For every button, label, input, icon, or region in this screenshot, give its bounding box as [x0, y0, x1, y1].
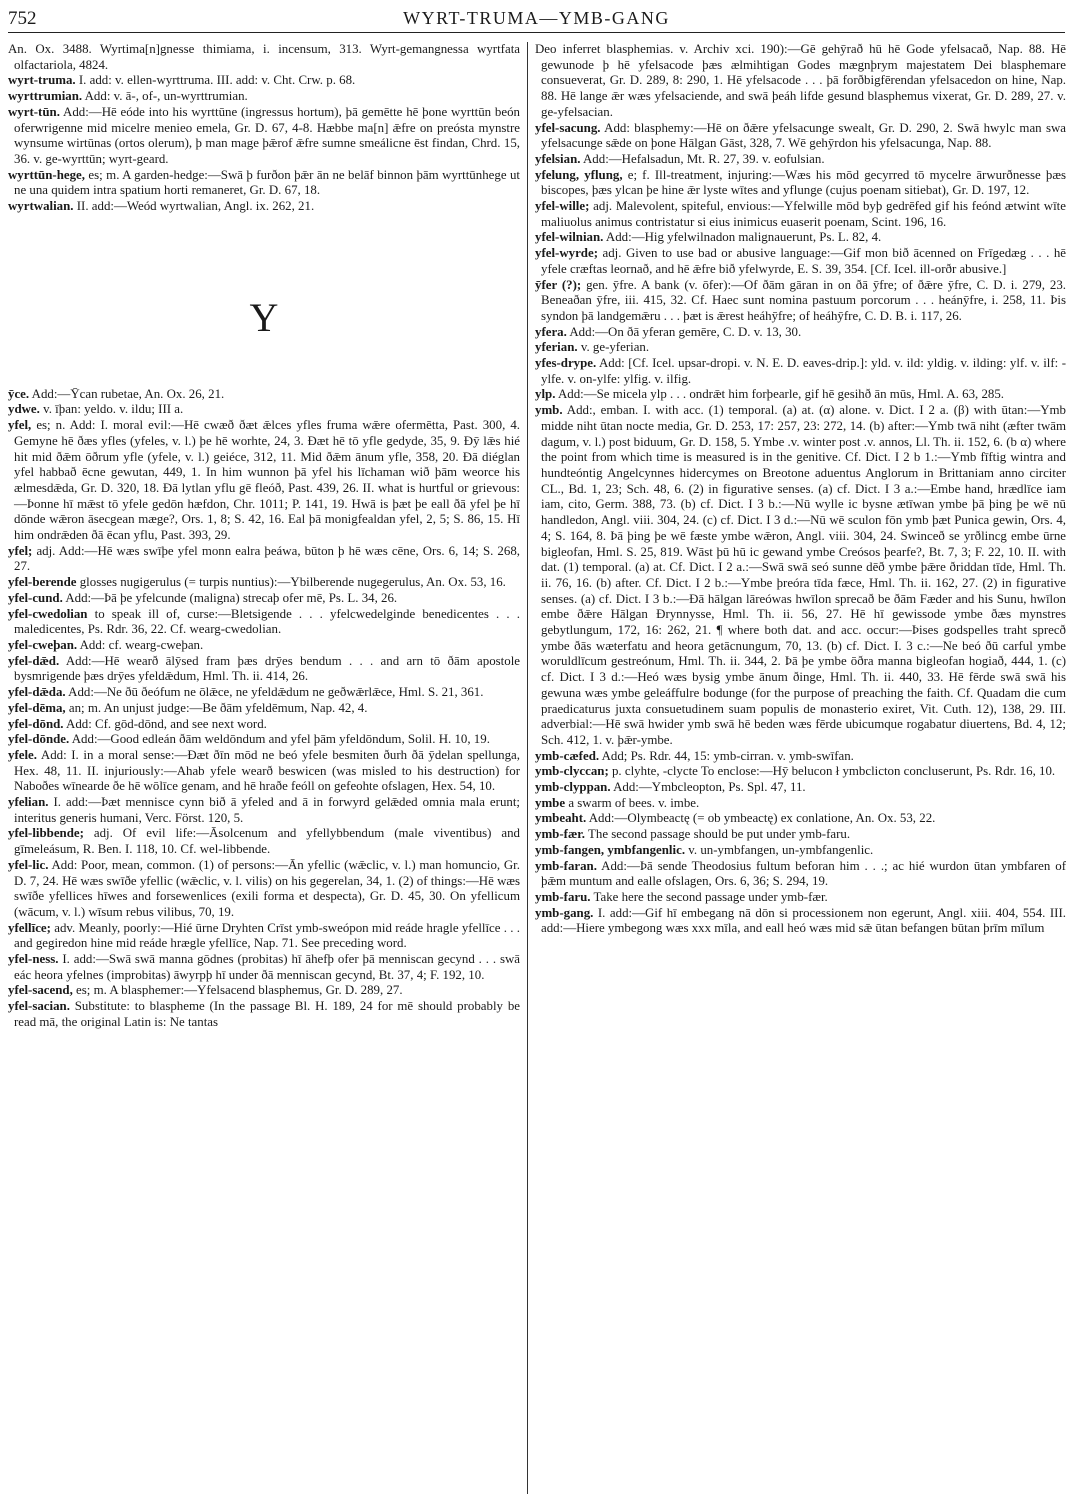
entry-body: Add: I. in a moral sense:—Ðæt ðīn mōd ne beó yfele besmiten ðurh ðā ȳdelan spellunga, Hex. 48, 11. II. injuriously:—Ahab yfele wearð beswicen (was misled to his destruction) for Naboðes wīnearde ðe hē wōlīce genam, and hē hraðe feóll on gefeohte ofslagen, Hex. 54, 10. [14, 747, 520, 794]
entry-body: Add:—Olymbeactę (= ob ymbeactę) ex conlatione, An. Ox. 53, 22. [588, 811, 936, 826]
dictionary-entry [535, 199, 1066, 230]
entry-headword: yfel-sacian. [8, 999, 70, 1014]
dictionary-entry [8, 591, 520, 607]
dictionary-entry [535, 827, 1066, 843]
entry-body: Add:—Good edleán ðām weldōndum and yfel þām yfeldōndum, Solil. H. 10, 19. [71, 732, 490, 747]
dictionary-entry [8, 575, 520, 591]
entry-headword: yfel-dōnd. [8, 716, 64, 731]
entry-body: gen. ȳfre. A bank (v. ōfer):—Of ðām gāran in on ðā ȳfre; of ðǣre ȳfre, C. D. i. 279, 23. Beneaðan ȳfre, iii. 415, 32. Cf. Haec sunt nomina pastuum porcorum . . . heánȳfre, i. 258, 11. Þis syndon þā landgemǣru . . . þæt is ǣrest heáhȳfre; of heáhȳfre, C. D. B. i. 117, 26. [541, 277, 1066, 323]
dictionary-entry [8, 89, 520, 105]
entry-headword: wyrttūn-hege, [8, 167, 85, 182]
dictionary-entry [8, 748, 520, 795]
entry-headword: ylp. [535, 387, 556, 402]
entry-headword: wyrt-truma. [8, 73, 76, 88]
dictionary-entry [8, 42, 520, 73]
right-entries [535, 42, 1066, 937]
entry-headword: yfelian. [8, 795, 49, 810]
left-column [8, 42, 520, 1494]
page-number: 752 [8, 8, 37, 29]
entry-headword: yfel; [8, 543, 33, 558]
entry-body: an; m. An unjust judge:—Be ðām yfeldēmum, Nap. 42, 4. [68, 700, 368, 715]
entry-body: I. add:—Þæt mennisce cynn bið ā yfeled and ā in forwyrd gelǣded omnia mala erunt; interitus generis humani, Verc. Först. 120, 5. [14, 795, 520, 825]
entry-headword: ymbeaht. [535, 811, 587, 826]
entry-body: Add: v. ā-, of-, un-wyrttrumian. [84, 89, 248, 104]
entry-headword: yfelsian. [535, 151, 581, 166]
entry-headword: yfel-berende [8, 575, 77, 590]
entry-body: adj. Of evil life:—Āsolcenum and yfellybbendum (male viventibus) and gīmeleásum, R. Ben. I. 118, 10. Cf. wel-libbende. [14, 826, 520, 857]
dictionary-entry [8, 921, 520, 952]
dictionary-entry [8, 717, 520, 733]
left-top-entries [8, 42, 520, 215]
dictionary-entry [8, 387, 520, 403]
entry-body: v. un-ymbfangen, un-ymbfangenlic. [688, 842, 874, 857]
dictionary-entry [8, 638, 520, 654]
entry-headword: yfel, [8, 418, 32, 433]
entry-headword: ymb-faru. [535, 889, 591, 904]
entry-headword: ȳce. [8, 386, 30, 401]
entry-headword: ymb. [535, 403, 563, 418]
dictionary-entry [535, 42, 1066, 121]
dictionary-entry [535, 811, 1066, 827]
entry-body: Add:—Hig yfelwilnadon malignauerunt, Ps. L. 82, 4. [605, 230, 882, 245]
entry-headword: yfel-dǣda. [8, 685, 66, 700]
entry-body: Add: blasphemy:—Hē on ðǣre yfelsacunge swealt, Gr. D. 290, 2. Swā hwylc man swa yfelsacunge sǣde on þone Hālgan Gāst, 328, 7. Wē gehȳrdon his yfelsacunga, Nap. 88. [541, 120, 1066, 151]
entry-body: I. add:—Gif hī embegang nā dōn si processionem non egerunt, Angl. xiii. 404, 554. III. add:—Hiere ymbegong wæs xxx mīla, and eall heó wæs mid sǣ ūtan befangen būtan þrīm mīlum [541, 905, 1066, 936]
dictionary-entry [8, 732, 520, 748]
entry-body: II. add:—Weód wyrtwalian, Angl. ix. 262, 21. [76, 199, 315, 214]
dictionary-entry [8, 685, 520, 701]
entry-headword: yfel-wyrde; [535, 246, 598, 261]
entry-headword: yfel-ness. [8, 952, 59, 967]
entry-body: I. add:—Swā swā manna gōdnes (probitas) hī āhefþ ofer þā menniscan gecynd . . . swā eác heora yfelnes (improbitas) āwyrpþ hī under ðā menniscan gecynd, Bt. 37, 4; F. 192, 10. [14, 952, 520, 982]
entry-body: e; f. Ill-treatment, injuring:—Wæs his mōd gecyrred tō mycelre ārwurðnesse þæs biscopes, þæs ylcan þe hine ǣr lyste wītes and yflunge (cujus poenam sitiebat), Gr. D. 197, 12. [541, 167, 1066, 198]
dictionary-entry [8, 795, 520, 826]
dictionary-entry [8, 168, 520, 199]
dictionary-entry [8, 826, 520, 857]
entry-body: I. add: v. ellen-wyrttruma. III. add: v. Cht. Crw. p. 68. [78, 73, 356, 88]
entry-headword: ymb-faran. [535, 858, 597, 873]
section-letter: Y [249, 294, 279, 340]
dictionary-entry [535, 325, 1066, 341]
entry-headword: ymb-fær. [535, 827, 586, 842]
dictionary-entry [535, 859, 1066, 890]
entry-body: glosses nugigerulus (= turpis nuntius):—Ybilberende nugegerulus, An. Ox. 53, 16. [79, 575, 506, 590]
entry-headword: ymb-cæfed. [535, 748, 600, 763]
dictionary-entry [8, 418, 520, 544]
entry-headword: ymb-fangen, ymbfangenlic. [535, 842, 686, 857]
entry-headword: yfera. [535, 324, 567, 339]
dictionary-entry [535, 121, 1066, 152]
column-divider [527, 42, 528, 1494]
entry-headword: wyrttrumian. [8, 89, 83, 104]
entry-body: Add: Cf. gōd-dōnd, and see next word. [66, 716, 267, 731]
left-bottom-entries [8, 387, 520, 1031]
right-column [535, 42, 1066, 1494]
entry-body: a swarm of bees. v. imbe. [568, 795, 700, 810]
entry-body: Add:—Hē eóde into his wyrttūne (ingressus hortum), þā gemētte hē þone wyrttūn beón oferwrigenne mid micelre menieo emela, Gr. D. 67, 4-8. Hæbbe ma[n] ǣfre on preósta mynstre wynsume wirtūnas (ortos olerum), þ man mage þǣrof ǣfre sumne smeálicne ēst findan, Chrd. 15, 36. v. ge-wyrttūn; wyrt-geard. [14, 104, 520, 166]
entry-headword: yferian. [535, 340, 578, 355]
entry-body: v. īþan: yeldo. v. ildu; III a. [43, 402, 184, 417]
entry-headword: yfelung, yflung, [535, 167, 623, 182]
dictionary-entry [535, 780, 1066, 796]
entry-body: adj. Malevolent, spiteful, envious:—Yfelwille mōd byþ gedrēfed gif his feónd ætwint wīte maliuolus animus contristatur si eius inimicus euaserit poenam, Scint. 196, 16. [541, 199, 1066, 229]
entry-headword: yfel-sacend, [8, 983, 73, 998]
entry-headword: ymbe [535, 795, 566, 810]
entry-headword: yfel-cund. [8, 590, 63, 605]
entry-body: Add:—Se micela ylp . . . ondrǣt him forþearle, gif hē gesihð ān mūs, Hml. A. 63, 285. [557, 387, 1005, 402]
entry-body: to speak ill of, curse:—Bletsigende . . . yfelcwedelginde benedicentes . . . maledicentes, Ps. Rdr. 36, 22. Cf. wearg-cwedolian. [14, 606, 520, 637]
dictionary-entry [8, 983, 520, 999]
entry-body: Add:—Þā sende Theodosius fultum beforan him . . .; ac hié wurdon ūtan ymbfaren of þǣm muntum and ealle ofslagen, Ors. 6, 36; S. 294, 19. [541, 858, 1066, 889]
entry-headword: yfel-libbende; [8, 826, 84, 841]
entry-headword: yfel-wilnian. [535, 230, 604, 245]
entry-body: Add:—Þā þe yfelcunde (maligna) strecaþ ofer mē, Ps. L. 34, 26. [65, 590, 398, 605]
entry-body: Add:—Ne ðū ðeófum ne ōlǣce, ne yfeldǣdum ne geðwǣrlǣce, Hml. S. 21, 361. [68, 685, 484, 700]
entry-body: The second passage should be put under ymb-faru. [588, 827, 851, 842]
entry-headword: yfel-dēma, [8, 700, 66, 715]
entry-headword: yfel-wille; [535, 199, 590, 214]
entry-body: Add:—On ðā yferan gemēre, C. D. v. 13, 30. [569, 324, 802, 339]
entry-body: Add; Ps. Rdr. 44, 15: ymb-cirran. v. ymb-swīfan. [601, 748, 854, 763]
dictionary-entry [8, 701, 520, 717]
dictionary-entry [535, 356, 1066, 387]
entry-body: Substitute: to blaspheme (In the passage Bl. H. 189, 24 for mē should probably be read mā, the original Latin is: Ne tantas [14, 999, 520, 1029]
entry-headword: ymb-clyccan; [535, 764, 609, 779]
entry-headword: yfes-drype. [535, 356, 597, 371]
entry-body: Add:, emban. I. with acc. (1) temporal. (a) at. (α) alone. v. Dict. I 2 a. (β) with ūtan:—Ymb midde niht ūtan nocte media, Gr. D. 253, 17: 257, 23: 272, 14. (b) after:—Ymb twā niht (æfter twām dagum, v. l.) post biduum, Gr. D. 158, 5. Ymbe .v. winter post .v. annos, Ll. Th. ii. 152, 6. (b α) where the point from which time is measured is in the genitive. Cf. Dict. I 2 b 1.:—Ymb fīftig wintra and hundteóntig Angelcynnes hidercymes on Breotone aduentus Anglorum in Brittaniam anno circiter CL., Bd. 1, 23; Sch. 48, 6. (2) in figurative senses. (a) cf. Dict. I 3 a.:—Embe hand, hrædlīce iam iam, cito, Germ. 388, 73. (b) cf. Dict. I 3 b.:—Nū wylle ic bysne ætīwan ymbe þā þing þe wē nū handledon, Angl. viii. 304, 24. (c) cf. Dict. I 3 d.:—Nū wē sculon fōn ymb þæt Punica gewin, Ors. 4, 4; S. 164, 8. Þā þing þe wē fæste ymbe wǣron, Angl. viii. 304, 24. Swinceð se yrðlincg embe ūrne bigleofan, Hml. S. 25, 819. Wāst þū hū ic gewand ymbe Creósos þearfe?, Bt. 7, 3; F. 22, 10. II. with dat. (1) temporal. (a) at. Cf. Dict. I 2 a.:—Swā swā seó sunne dēð ymbe þǣre ðriddan tīde, Hml. Th. ii. 76, 16. (b) after. Cf. Dict. I 2 b.:—Ymbe þreóra tīda fæce, Hml. Th. ii. 162, 27. (2) in figurative senses. (a) cf. Dict. I 3 b.:—Ðā hālgan lāreówas hwīlon sprecað be ðām Fæder and his Sunu, hwīlon embe ðǣre Hālgan Ðrynnysse, Hml. Th. ii. 56, 27. Hē hī gewissode ymbe ðæs mynstres gebytlungum, 172, 16: 262, 21. ¶ where both dat. and acc. occur:—Þises godspelles traht sprecð ymbe ðās wæterfatu and heora getācnungum, 70, 13. (b) cf. Dict. I. 3 c.:—Ne beó ðū carful ymbe woruldlīcum gestreónum, Hml. Th. ii. 344, 2. Þā þe ymbe ōðra manna bigleofan hogiað, 444, 1. (c) cf. Dict. I 3 d.:—Heó wæs bysig ymbe ānum ðinge, Hml. Th. ii. 440, 33. Hē fērde swā swā his gewuna wæs ymbe geleáffulre bodunge (for the purpose of preaching the faith. Cf. Quadam die cum praedicaturus juxta consuetudinem suam populis de monasterio exiret, Vit. Cuth. 12), 138, 29. III. adverbial:—Hē swā hwider ymb swā hē beden wæs fērde ubicumque rogabatur diuertens, Bd. 4, 12; Sch. 412, 1. v. þǣr-ymbe. [541, 403, 1066, 747]
entry-body: Add: Poor, mean, common. (1) of persons:—Ān yfellic (wǣclic, v. l.) man homuncio, Gr. D. 7, 24. Hē wæs swīðe yfellic (wǣclic, v. l. vilis) on his gegerelan, 34, 1. (2) of things:—Hē wæs swīðe yfellices hīwes and forsewenlices (exili forma et despecta), Gr. D. 45, 30. On yfellicum (wācum, v. l.) wīsum rebus vilibus, 70, 19. [14, 857, 520, 919]
dictionary-entry [8, 402, 520, 418]
dictionary-entry [535, 890, 1066, 906]
dictionary-entry [8, 999, 520, 1030]
running-title: WYRT-TRUMA—YMB-GANG [403, 8, 670, 28]
entry-body: Take here the second passage under ymb-fær. [593, 889, 828, 904]
entry-body: Deo inferret blasphemias. v. Archiv xci. 190):—Gē gehȳrað hū hē Gode yfelsacað, Nap. 88. Hē gewunode þ hē yfelsacode þæs ælmihtigan Godes mægnþrym majestatem Dei blasphemare consueverat, Gr. D. 289, 8: 290, 1. Hē yfelsacode . . . þā forðbigfērendan yfelsacedon on hine, Nap. 88. Hē lange ǣr wæs yfelsaciende, and swā þeáh lifde gesund blasphemus vixerat, Gr. D. 289, 27. v. ge-yfelsacian. [535, 42, 1066, 119]
entry-body: An. Ox. 3488. Wyrtima[n]gnesse thimiama, i. incensum, 313. Wyrt-gemangnessa wyrtfata olfactariola, 4824. [8, 42, 520, 72]
entry-headword: ydwe. [8, 402, 40, 417]
entry-body: v. ge-yferian. [580, 340, 650, 355]
entry-headword: yfel-sacung. [535, 120, 601, 135]
dictionary-entry [535, 340, 1066, 356]
dictionary-entry [535, 278, 1066, 325]
entry-body: Add: cf. wearg-cweþan. [79, 637, 204, 652]
dictionary-entry [535, 387, 1066, 403]
dictionary-entry [535, 843, 1066, 859]
entry-body: Add:—Hē wearð ālȳsed fram þæs drȳes bendum . . . and arn tō ðām apostole bysmrigende þæs drȳes yfeldǣdum, Hml. Th. ii. 414, 26. [14, 653, 520, 684]
entry-body: adv. Meanly, poorly:—Hié ūrne Dryhten Crīst ymb-sweópon mid reáde hragle yfellīce . . . and gegiredon hine mid reáde hrægle yfellīce, Nap. 71. See preceding word. [14, 920, 520, 951]
entry-body: Add:—Hefalsadun, Mt. R. 27, 39. v. eofulsian. [583, 151, 825, 166]
dictionary-entry [8, 199, 520, 215]
dictionary-entry [535, 230, 1066, 246]
dictionary-entry [535, 796, 1066, 812]
entry-headword: yfel-cwedolian [8, 606, 88, 621]
entry-body: p. clyhte, -clycte To enclose:—Hȳ belucon ł ymbclicton concluserunt, Ps. Rdr. 16, 10. [611, 764, 1056, 779]
dictionary-entry [8, 858, 520, 921]
entry-headword: yfel-dōnde. [8, 732, 70, 747]
dictionary-entry [535, 906, 1066, 937]
dictionary-entry [8, 544, 520, 575]
entry-headword: ȳfer (?); [535, 277, 582, 292]
entry-body: Add:—Ȳcan rubetae, An. Ox. 26, 21. [31, 386, 225, 401]
dictionary-entry [8, 73, 520, 89]
dictionary-entry [535, 764, 1066, 780]
dictionary-entry [535, 168, 1066, 199]
entry-body: es; m. A blasphemer:—Yfelsacend blasphemus, Gr. D. 289, 27. [76, 983, 403, 998]
dictionary-entry [8, 607, 520, 638]
entry-headword: yfele. [8, 747, 37, 762]
entry-headword: yfel-lic. [8, 857, 49, 872]
entry-body: es; n. Add: I. moral evil:—Hē cwæð ðæt ǣlces yfles fruma wǣre ofermētta, Past. 300, 4. Gemyne hē ðæs yfles (yfeles, v. l.) þe hē worhte, 24, 3. Ðæt hē tō yfle gedyde, 35, 9. Ðȳ lǣs hié hit mid ðǣm ōðrum yfle (yfele, v. l.) geiéce, 312, 11. Mid ðǣm ānum yfle, 358, 20. Ðā diéglan yfel habbað ēcne gewutan, 449, 1. In him wunnon þā yfel his līchaman wið þām weorce his ælmesdǣda, Gr. D. 320, 18. Ðā lytlan yflu gē fleóð, Past. 439, 26. II. what is hurtful or grievous:—Þonne hī mǣst tō yfele gedōn hæfdon, Chr. 1011; P. 141, 19. Hwā is þæt þe eall ðā yfel þe hī dōnde wǣron āsecgean mæge?, Ors. 1, 8; S. 42, 16. Eal þā monigfealdan yfel, 2, 5; S. 86, 15. Hī him ondrǣden ðā ēcan yflu, Past. 393, 29. [14, 418, 520, 543]
entry-body: adj. Add:—Hē wæs swīþe yfel monn ealra þeáwa, būton þ hē wæs cēne, Ors. 6, 14; S. 268, 27. [14, 543, 520, 574]
entry-headword: yfel-cweþan. [8, 637, 78, 652]
entry-body: es; m. A garden-hedge:—Swā þ furðon þǣr ān ne belāf binnon þām wyrttūnhege ut ne una quidem intra spatium horti remaneret, Gr. D. 67, 18. [14, 167, 520, 198]
entry-body: Add: [Cf. Icel. upsar-dropi. v. N. E. D. eaves-drip.]: yld. v. ild: yldig. v. ilding: ylf. v. ilf: -ylfe. v. on-ylfe: ylfig. v. ilfig. [541, 356, 1066, 386]
dictionary-entry [535, 403, 1066, 748]
entry-body: adj. Given to use bad or abusive language:—Gif mon bið ācenned on Frīgedæg . . . hē yfele cræftas leornað, and hē ǣfre bið yfelwyrde, E. S. 39, 354. [Cf. Icel. ill-orðr abusive.] [541, 246, 1066, 276]
entry-headword: wyrtwalian. [8, 199, 74, 214]
dictionary-entry [8, 105, 520, 168]
entry-headword: yfel-dǣd. [8, 653, 60, 668]
entry-headword: yfellīce; [8, 920, 51, 935]
dictionary-entry [8, 952, 520, 983]
dictionary-entry [535, 246, 1066, 277]
entry-body: Add:—Ymbcleopton, Ps. Spl. 47, 11. [613, 780, 806, 795]
dictionary-entry [535, 152, 1066, 168]
page-header [8, 6, 1065, 33]
entry-headword: ymb-clyppan. [535, 780, 611, 795]
entry-headword: wyrt-tūn. [8, 104, 60, 119]
entry-headword: ymb-gang. [535, 905, 594, 920]
dictionary-entry [8, 654, 520, 685]
dictionary-entry [535, 749, 1066, 765]
